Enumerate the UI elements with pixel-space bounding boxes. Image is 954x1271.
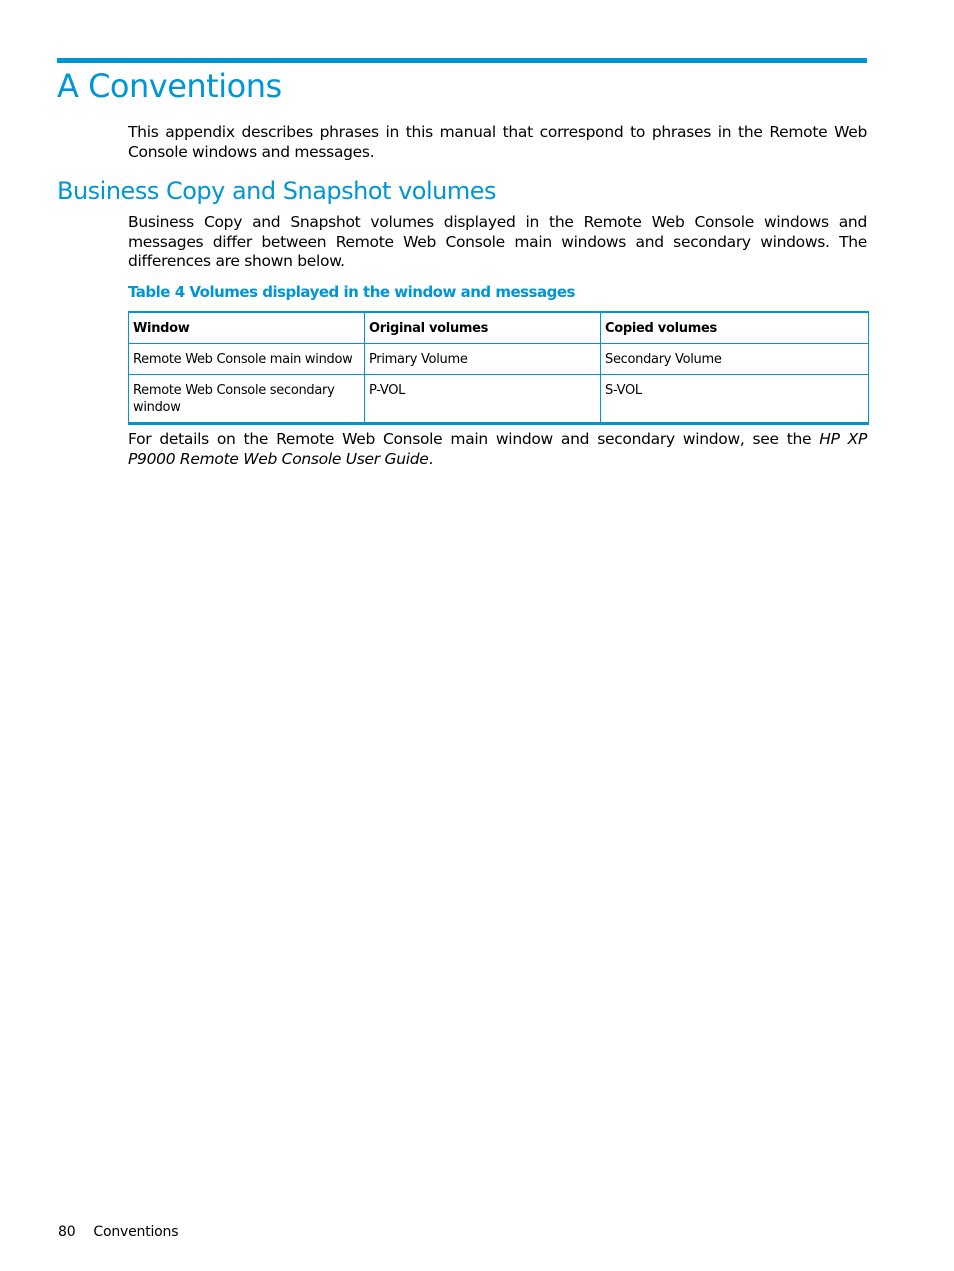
section-title: Business Copy and Snapshot volumes — [57, 177, 496, 205]
volumes-table — [128, 311, 869, 425]
guide-title: HP XP P9000 Remote Web Console User Guide — [128, 430, 867, 468]
chapter-top-rule — [57, 58, 867, 63]
footer-section-name: Conventions — [93, 1224, 179, 1240]
table-cell-window: Remote Web Console secondary window — [129, 375, 365, 424]
table-cell-original: P-VOL — [365, 375, 601, 424]
chapter-intro-paragraph: This appendix describes phrases in this manual that correspond to phrases in the Remote Web Console windows and messages. — [128, 123, 867, 161]
page-number: 80 — [58, 1224, 76, 1240]
details-end: . — [428, 449, 434, 468]
header-window: Window — [129, 312, 365, 344]
table-row — [129, 344, 869, 375]
chapter-title: A Conventions — [57, 67, 282, 105]
table-cell-copied: Secondary Volume — [601, 344, 869, 375]
table-header-row — [129, 312, 869, 344]
table-caption: Table 4 Volumes displayed in the window and messages — [128, 283, 575, 301]
details-text: For details on the Remote Web Console main window and secondary window, see the — [128, 430, 820, 448]
table-cell-copied: S-VOL — [601, 375, 869, 424]
table-cell-original: Primary Volume — [365, 344, 601, 375]
page-footer — [58, 1222, 178, 1242]
details-paragraph — [128, 430, 867, 469]
header-copied-volumes: Copied volumes — [601, 312, 869, 344]
table-row — [129, 375, 869, 424]
section-paragraph: Business Copy and Snapshot volumes displayed in the Remote Web Console windows and messages differ between Remote Web Console main windows and secondary windows. The differences are shown below. — [128, 213, 867, 270]
header-original-volumes: Original volumes — [365, 312, 601, 344]
table-cell-window: Remote Web Console main window — [129, 344, 365, 375]
